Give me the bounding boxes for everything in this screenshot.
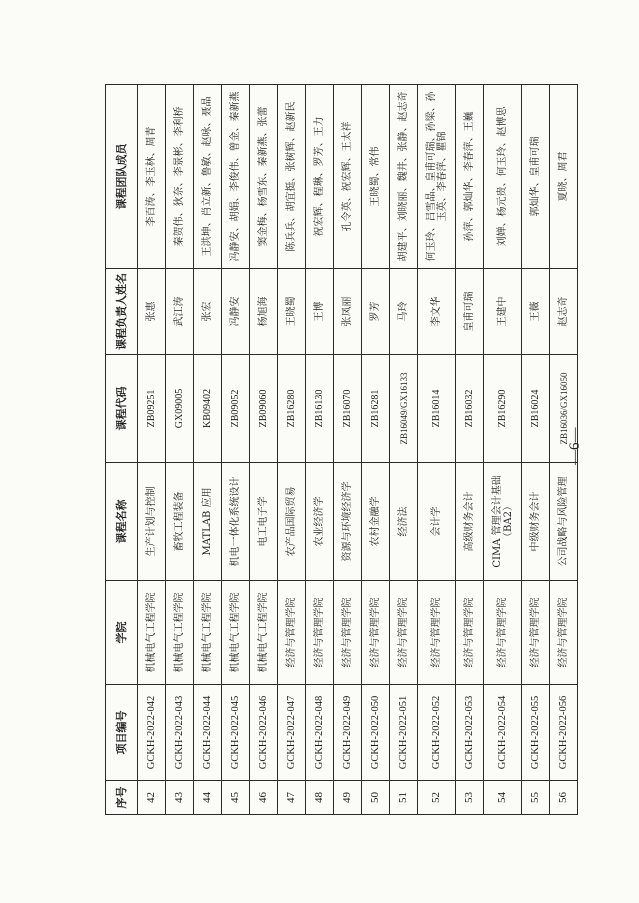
table-row bbox=[278, 85, 306, 815]
course-table bbox=[105, 84, 578, 815]
cell-course-name: MATLAB 应用 bbox=[194, 463, 222, 581]
header-seq: 序号 bbox=[106, 781, 138, 815]
cell-course-lead: 马玲 bbox=[390, 269, 418, 355]
course-name-line2: （BA2） bbox=[502, 501, 514, 542]
cell-course-lead: 杨旭海 bbox=[250, 269, 278, 355]
cell-team: 王晓蜀、常伟 bbox=[362, 85, 390, 269]
cell-seq: 47 bbox=[278, 781, 306, 815]
cell-seq: 44 bbox=[194, 781, 222, 815]
cell-project-no: GCKH-2022-056 bbox=[550, 685, 578, 781]
cell-course-lead: 皇甫可瑞 bbox=[456, 269, 484, 355]
cell-seq: 55 bbox=[522, 781, 550, 815]
cell-course-code: KB09402 bbox=[194, 355, 222, 463]
cell-college: 经济与管理学院 bbox=[278, 581, 306, 685]
cell-project-no: GCKH-2022-042 bbox=[138, 685, 166, 781]
cell-course-code: ZB16032 bbox=[456, 355, 484, 463]
course-name-line1: CIMA 管理会计基础 bbox=[491, 475, 503, 568]
cell-course-name: 农业经济学 bbox=[306, 463, 334, 581]
cell-college: 经济与管理学院 bbox=[390, 581, 418, 685]
cell-project-no: GCKH-2022-054 bbox=[484, 685, 522, 781]
cell-course-code: ZB16070 bbox=[334, 355, 362, 463]
cell-college: 机械电气工程学院 bbox=[250, 581, 278, 685]
cell-course-lead: 王博 bbox=[306, 269, 334, 355]
table-row bbox=[250, 85, 278, 815]
cell-team: 李百涛、李玉林、周青 bbox=[138, 85, 166, 269]
cell-seq: 56 bbox=[550, 781, 578, 815]
cell-course-name: 高级财务会计 bbox=[456, 463, 484, 581]
cell-team: 孙萍、郭灿华、李春萍、王巍 bbox=[456, 85, 484, 269]
table-row bbox=[306, 85, 334, 815]
cell-course-name: 机电一体化系统设计 bbox=[222, 463, 250, 581]
cell-course-lead: 王薇 bbox=[522, 269, 550, 355]
table-row bbox=[362, 85, 390, 815]
cell-college: 机械电气工程学院 bbox=[166, 581, 194, 685]
cell-course-name bbox=[484, 463, 522, 581]
table-row bbox=[418, 85, 456, 815]
cell-project-no: GCKH-2022-045 bbox=[222, 685, 250, 781]
cell-course-code: ZB16014 bbox=[418, 355, 456, 463]
cell-course-name: 公司战略与风险管理 bbox=[550, 463, 578, 581]
cell-project-no: GCKH-2022-050 bbox=[362, 685, 390, 781]
header-course-lead: 课程负责人姓名 bbox=[106, 269, 138, 355]
header-course-code: 课程代码 bbox=[106, 355, 138, 463]
cell-seq: 54 bbox=[484, 781, 522, 815]
cell-course-code: ZB16280 bbox=[278, 355, 306, 463]
cell-course-name: 中级财务会计 bbox=[522, 463, 550, 581]
cell-course-name: 电工电子学 bbox=[250, 463, 278, 581]
table-row bbox=[390, 85, 418, 815]
table-row bbox=[484, 85, 522, 815]
cell-course-code: ZB16281 bbox=[362, 355, 390, 463]
cell-seq: 46 bbox=[250, 781, 278, 815]
header-team: 课程团队成员 bbox=[106, 85, 138, 269]
cell-team: 窦金梅、杨雪东、秦新燕、张蕾 bbox=[250, 85, 278, 269]
cell-project-no: GCKH-2022-048 bbox=[306, 685, 334, 781]
cell-course-code: ZB16036/GX16050 bbox=[550, 355, 578, 463]
cell-course-lead: 李文华 bbox=[418, 269, 456, 355]
cell-college: 经济与管理学院 bbox=[362, 581, 390, 685]
cell-seq: 48 bbox=[306, 781, 334, 815]
table-row bbox=[194, 85, 222, 815]
cell-seq: 45 bbox=[222, 781, 250, 815]
cell-college: 机械电气工程学院 bbox=[222, 581, 250, 685]
cell-college: 经济与管理学院 bbox=[306, 581, 334, 685]
cell-course-code: ZB16130 bbox=[306, 355, 334, 463]
cell-project-no: GCKH-2022-046 bbox=[250, 685, 278, 781]
cell-team: 何玉玲、吕雪晶、皇甫可瑞、孙梁、孙玉英、李春萍、瞿锦 bbox=[418, 85, 456, 269]
table-row bbox=[456, 85, 484, 815]
header-row bbox=[106, 85, 138, 815]
cell-team: 刘婵、杨元贵、何玉玲、赵博思 bbox=[484, 85, 522, 269]
cell-seq: 42 bbox=[138, 781, 166, 815]
cell-project-no: GCKH-2022-049 bbox=[334, 685, 362, 781]
cell-project-no: GCKH-2022-043 bbox=[166, 685, 194, 781]
cell-team: 夏晓、周君 bbox=[550, 85, 578, 269]
cell-college: 经济与管理学院 bbox=[550, 581, 578, 685]
cell-course-code: ZB16049/GX16133 bbox=[390, 355, 418, 463]
cell-course-code: ZB09060 bbox=[250, 355, 278, 463]
cell-seq: 52 bbox=[418, 781, 456, 815]
cell-course-name: 经济法 bbox=[390, 463, 418, 581]
table-row bbox=[138, 85, 166, 815]
cell-course-name: 生产计划与控制 bbox=[138, 463, 166, 581]
cell-course-lead: 罗芳 bbox=[362, 269, 390, 355]
cell-seq: 49 bbox=[334, 781, 362, 815]
cell-team: 孔令英、祝宏辉、王太祥 bbox=[334, 85, 362, 269]
cell-college: 机械电气工程学院 bbox=[194, 581, 222, 685]
cell-seq: 50 bbox=[362, 781, 390, 815]
cell-project-no: GCKH-2022-052 bbox=[418, 685, 456, 781]
rotated-page bbox=[105, 85, 567, 815]
cell-college: 机械电气工程学院 bbox=[138, 581, 166, 685]
cell-course-name: 农产品国际贸易 bbox=[278, 463, 306, 581]
cell-course-lead: 王晓蜀 bbox=[278, 269, 306, 355]
cell-college: 经济与管理学院 bbox=[484, 581, 522, 685]
cell-team: 陈兵兵、胡宜挺、张树辉、赵新民 bbox=[278, 85, 306, 269]
cell-college: 经济与管理学院 bbox=[456, 581, 484, 685]
cell-project-no: GCKH-2022-044 bbox=[194, 685, 222, 781]
cell-college: 经济与管理学院 bbox=[334, 581, 362, 685]
cell-course-code: ZB16024 bbox=[522, 355, 550, 463]
cell-team: 郭灿华、皇甫可瑞 bbox=[522, 85, 550, 269]
table-row bbox=[334, 85, 362, 815]
cell-course-code: GX09005 bbox=[166, 355, 194, 463]
cell-project-no: GCKH-2022-047 bbox=[278, 685, 306, 781]
cell-team: 祝宏辉、程琳、罗芳、王力 bbox=[306, 85, 334, 269]
table-row bbox=[166, 85, 194, 815]
cell-course-lead: 王建中 bbox=[484, 269, 522, 355]
cell-project-no: GCKH-2022-053 bbox=[456, 685, 484, 781]
cell-course-code: ZB09052 bbox=[222, 355, 250, 463]
cell-team: 胡建平、刘晓丽、魏井、张静、赵志奇 bbox=[390, 85, 418, 269]
cell-course-lead: 武江涛 bbox=[166, 269, 194, 355]
cell-team: 冯静安、胡娟、李俊伟、曾金、秦新燕 bbox=[222, 85, 250, 269]
table-row bbox=[222, 85, 250, 815]
cell-team: 秦贺伟、狄奈、李景彬、李利桥 bbox=[166, 85, 194, 269]
cell-seq: 53 bbox=[456, 781, 484, 815]
header-project-no: 项目编号 bbox=[106, 685, 138, 781]
cell-course-lead: 赵志奇 bbox=[550, 269, 578, 355]
page-number: —6— bbox=[567, 427, 583, 465]
cell-course-lead: 张凤丽 bbox=[334, 269, 362, 355]
cell-project-no: GCKH-2022-055 bbox=[522, 685, 550, 781]
cell-course-name: 农村金融学 bbox=[362, 463, 390, 581]
cell-course-name: 会计学 bbox=[418, 463, 456, 581]
cell-college: 经济与管理学院 bbox=[418, 581, 456, 685]
cell-course-code: ZB16290 bbox=[484, 355, 522, 463]
cell-seq: 43 bbox=[166, 781, 194, 815]
cell-course-lead: 张惠 bbox=[138, 269, 166, 355]
header-college: 学院 bbox=[106, 581, 138, 685]
cell-project-no: GCKH-2022-051 bbox=[390, 685, 418, 781]
cell-course-name: 资源与环境经济学 bbox=[334, 463, 362, 581]
cell-course-lead: 冯静安 bbox=[222, 269, 250, 355]
cell-course-lead: 张宏 bbox=[194, 269, 222, 355]
cell-course-name: 畜牧工程装备 bbox=[166, 463, 194, 581]
table-row bbox=[522, 85, 550, 815]
cell-course-code: ZB09251 bbox=[138, 355, 166, 463]
cell-team: 王洪坤、肖立新、鲁敏、赵咏、聂晶 bbox=[194, 85, 222, 269]
header-course-name: 课程名称 bbox=[106, 463, 138, 581]
cell-seq: 51 bbox=[390, 781, 418, 815]
cell-college: 经济与管理学院 bbox=[522, 581, 550, 685]
